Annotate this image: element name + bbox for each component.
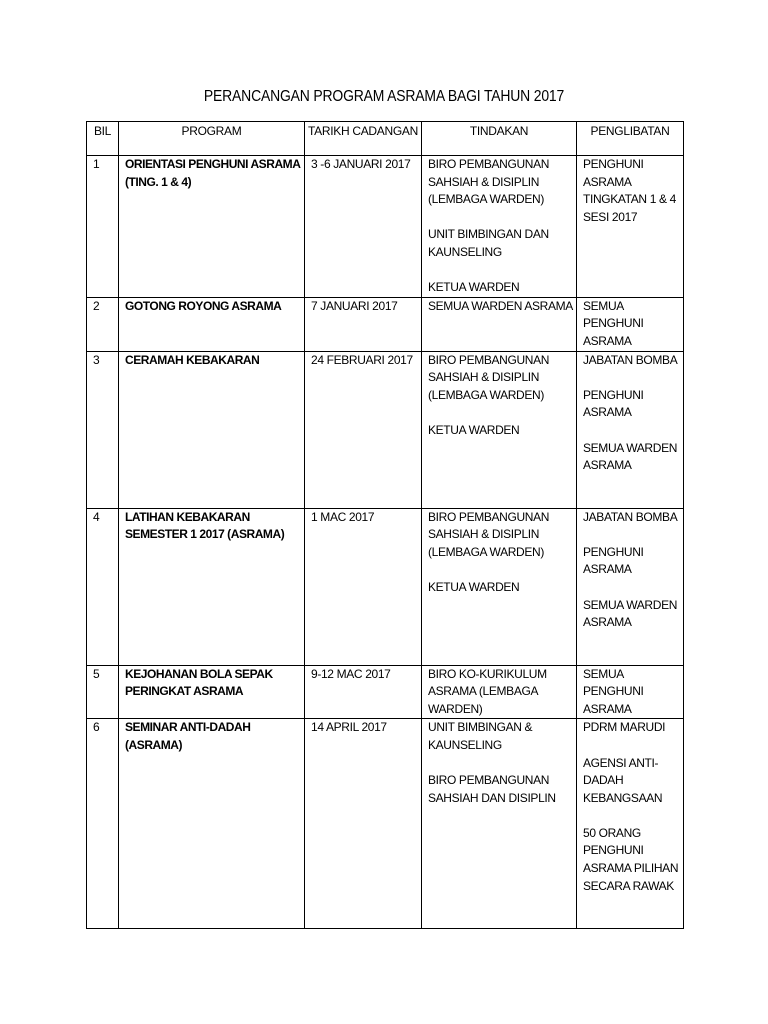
penglibatan-item: SEMUA WARDEN ASRAMA	[583, 597, 678, 630]
tindakan-item: BIRO KO-KURIKULUM ASRAMA (LEMBAGA WARDEN)	[428, 666, 547, 716]
header-tindakan: TINDAKAN	[422, 122, 577, 156]
cell-program	[119, 156, 305, 298]
cell-bil	[87, 297, 119, 351]
bil-text: 5	[93, 666, 100, 681]
cell-program	[119, 508, 305, 665]
table-row	[87, 351, 684, 508]
tarikh-text: 1 MAC 2017	[311, 509, 375, 524]
tarikh-text: 3 -6 JANUARI 2017	[311, 157, 411, 171]
cell-bil	[87, 156, 119, 298]
program-text: KEJOHANAN BOLA SEPAK PERINGKAT ASRAMA	[125, 666, 273, 699]
penglibatan-item: PENGHUNI ASRAMA	[583, 387, 644, 420]
bil-text: 6	[93, 720, 100, 735]
cell-program	[119, 351, 305, 508]
tindakan-item: UNIT BIMBINGAN & KAUNSELING	[428, 720, 533, 752]
bil-text: 4	[93, 509, 100, 524]
cell-bil	[87, 719, 119, 929]
penglibatan-item: PDRM MARUDI	[583, 720, 666, 735]
cell-tindakan	[422, 297, 577, 351]
table-row	[87, 297, 684, 351]
cell-tindakan	[422, 156, 577, 298]
tarikh-text: 14 APRIL 2017	[311, 720, 387, 735]
cell-tindakan	[422, 719, 577, 929]
cell-tarikh	[305, 156, 422, 298]
program-text: LATIHAN KEBAKARAN SEMESTER 1 2017 (ASRAMA)	[125, 509, 285, 542]
penglibatan-item: AGENSI ANTI-DADAH KEBANGSAAN	[583, 755, 663, 805]
cell-tindakan	[422, 508, 577, 665]
tindakan-item: KETUA WARDEN	[428, 422, 520, 437]
tindakan-item: BIRO PEMBANGUNAN SAHSIAH & DISIPLIN (LEMBAGA WARDEN)	[428, 509, 550, 559]
table-row	[87, 719, 684, 929]
cell-bil	[87, 508, 119, 665]
table-row	[87, 156, 684, 298]
cell-bil	[87, 665, 119, 719]
program-text: CERAMAH KEBAKARAN	[125, 352, 260, 367]
cell-tarikh	[305, 297, 422, 351]
cell-penglibatan	[577, 156, 684, 298]
tarikh-text: 24 FEBRUARI 2017	[311, 352, 413, 367]
cell-penglibatan	[577, 508, 684, 665]
tindakan-item: SEMUA WARDEN ASRAMA	[428, 298, 573, 313]
header-penglibatan: PENGLIBATAN	[577, 122, 684, 156]
penglibatan-item: SEMUA WARDEN ASRAMA	[583, 440, 678, 473]
cell-penglibatan	[577, 719, 684, 929]
header-program: PROGRAM	[119, 122, 305, 156]
cell-tarikh	[305, 665, 422, 719]
header-tarikh: TARIKH CADANGAN	[305, 122, 422, 156]
penglibatan-item: 50 ORANG PENGHUNI ASRAMA PILIHAN SECARA RAWAK	[583, 825, 679, 893]
tindakan-item: UNIT BIMBINGAN DAN KAUNSELING	[428, 227, 549, 259]
document-title: PERANCANGAN PROGRAM ASRAMA BAGI TAHUN 2017	[203, 88, 565, 105]
tindakan-item: KETUA WARDEN	[428, 579, 520, 594]
table-header-row	[87, 122, 684, 156]
bil-text: 2	[93, 298, 100, 313]
bil-text: 3	[93, 352, 100, 367]
cell-tindakan	[422, 665, 577, 719]
cell-bil	[87, 351, 119, 508]
cell-program	[119, 719, 305, 929]
cell-tarikh	[305, 508, 422, 665]
penglibatan-item: JABATAN BOMBA	[583, 352, 678, 367]
tindakan-item: BIRO PEMBANGUNAN SAHSIAH & DISIPLIN (LEMBAGA WARDEN)	[428, 157, 550, 207]
cell-penglibatan	[577, 665, 684, 719]
tindakan-item: BIRO PEMBANGUNAN SAHSIAH DAN DISIPLIN	[428, 773, 556, 805]
cell-tarikh	[305, 719, 422, 929]
tarikh-text: 7 JANUARI 2017	[311, 298, 398, 313]
cell-program	[119, 297, 305, 351]
program-table	[86, 121, 684, 929]
cell-tindakan	[422, 351, 577, 508]
penglibatan-item: PENGHUNI ASRAMA TINGKATAN 1 & 4 SESI 2017	[583, 157, 676, 224]
program-text: ORIENTASI PENGHUNI ASRAMA (TING. 1 & 4)	[125, 157, 300, 189]
bil-text: 1	[93, 157, 100, 171]
cell-tarikh	[305, 351, 422, 508]
penglibatan-item: SEMUA PENGHUNI ASRAMA	[583, 298, 644, 348]
tarikh-text: 9-12 MAC 2017	[311, 666, 391, 681]
cell-penglibatan	[577, 297, 684, 351]
penglibatan-item: PENGHUNI ASRAMA	[583, 544, 644, 577]
tindakan-item: KETUA WARDEN	[428, 280, 520, 295]
program-text: GOTONG ROYONG ASRAMA	[125, 298, 282, 313]
cell-program	[119, 665, 305, 719]
penglibatan-item: JABATAN BOMBA	[583, 509, 678, 524]
penglibatan-item: SEMUA PENGHUNI ASRAMA	[583, 666, 644, 716]
header-bil: BIL	[87, 122, 119, 156]
table-row	[87, 665, 684, 719]
program-text: SEMINAR ANTI-DADAH (ASRAMA)	[125, 720, 251, 752]
cell-penglibatan	[577, 351, 684, 508]
tindakan-item: BIRO PEMBANGUNAN SAHSIAH & DISIPLIN (LEMBAGA WARDEN)	[428, 352, 550, 402]
table-row	[87, 508, 684, 665]
